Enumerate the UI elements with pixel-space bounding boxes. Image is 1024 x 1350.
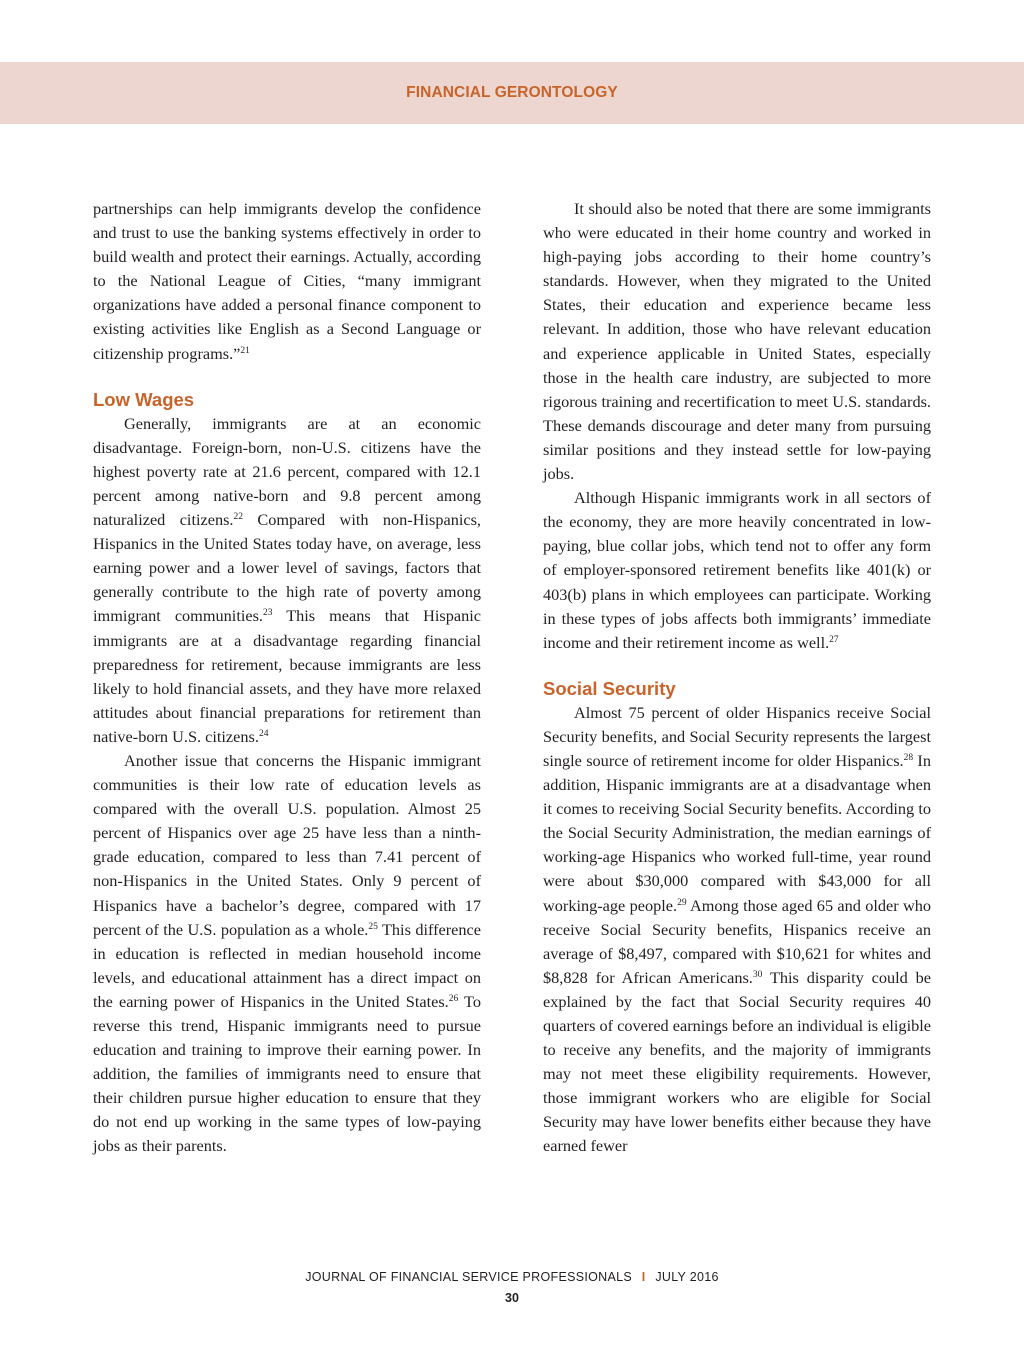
left-column: [93, 197, 481, 1159]
footnote-ref: 22: [233, 512, 243, 523]
paragraph: [543, 701, 931, 1159]
footnote-ref: 23: [263, 608, 273, 619]
footer-separator: I: [641, 1270, 646, 1284]
paragraph-text: This means that Hispanic immigrants are at a disadvantage regarding financial preparedness for retirement, because immigrants are less likely to hold financial assets, and they have more relaxed attitudes about financial preparations for retirement than native-born U.S. citizens.: [93, 606, 481, 746]
footnote-ref: 21: [240, 345, 250, 356]
footnote-ref: 29: [677, 897, 687, 908]
footnote-ref: 30: [752, 969, 763, 980]
section-heading-low-wages: Low Wages: [93, 388, 195, 410]
journal-name: JOURNAL OF FINANCIAL SERVICE PROFESSIONALS: [305, 1270, 633, 1284]
paragraph-text: Generally, immigrants are at an economic disadvantage. Foreign-born, non-U.S. citizens have the highest poverty rate at 21.6 percent, compared with 12.1 percent among native-born and 9.8 percent among naturalized citizens.: [93, 413, 481, 530]
paragraph-text: In addition, Hispanic immigrants are at a disadvantage when it comes to receiving Social Security benefits. According to the Social Security Administration, the median earnings of working-age Hispanics who worked full-time, year round were about $30,000 compared with $43,000 for all working-age people.: [543, 750, 931, 915]
running-header: FINANCIAL GERONTOLOGY: [406, 84, 618, 101]
footnote-ref: 27: [829, 634, 839, 645]
paragraph-text: It should also be noted that there are some immigrants who were educated in their home country and worked in high-paying jobs according to their home country’s standards. However, when they migrated to the United States, their education and experience became less relevant. In addition, those who have relevant education and experience applicable in United States, especially those in the health care industry, are subjected to more rigorous training and recertification to meet U.S. standards. These demands discourage and deter many from pursuing similar positions and they instead settle for low-paying jobs.: [543, 199, 931, 484]
issue-date: JULY 2016: [655, 1270, 719, 1284]
paragraph: [543, 486, 931, 655]
paragraph-text: partnerships can help immigrants develop the confidence and trust to use the banking systems effectively in order to build wealth and protect their earnings. Actually, according to the National League of Cities, “many immigrant organizations have added a personal finance component to existing activities like English as a Second Language or citizenship programs.”: [93, 199, 481, 363]
paragraph-text: Although Hispanic immigrants work in all sectors of the economy, they are more heavily concentrated in low-paying, blue collar jobs, which tend not to offer any form of employer-sponsored retirement benefits like 401(k) or 403(b) plans in which employees can participate. Working in these types of jobs affects both immigrants’ immediate income and their retirement income as well.: [543, 488, 931, 652]
paragraph: [93, 197, 481, 366]
right-column: [543, 197, 931, 1159]
paragraph-text: To reverse this trend, Hispanic immigrants need to pursue education and training to improve their earning power. In addition, the families of immigrants need to ensure that their children pursue higher education to ensure that they do not end up working in the same types of low-paying jobs as their parents.: [93, 991, 481, 1156]
section-heading-social-security: Social Security: [543, 677, 676, 699]
page-number: 30: [505, 1291, 519, 1305]
paragraph-text: This difference in education is reflected in median household income levels, and educational attainment has a direct impact on the earning power of Hispanics in the United States.: [93, 919, 481, 1011]
paragraph: [543, 197, 931, 486]
footnote-ref: 24: [258, 728, 269, 739]
paragraph-text: Another issue that concerns the Hispanic immigrant communities is their low rate of education levels as compared with the overall U.S. population. Almost 25 percent of Hispanics over age 25 have less than a ninth-grade education, compared to less than 7.41 percent of non-Hispanics in the United States. Only 9 percent of Hispanics have a bachelor’s degree, compared with 17 percent of the U.S. population as a whole.: [93, 750, 481, 939]
paragraph-text: Compared with non-Hispanics, Hispanics in the United States today have, on average, less earning power and a lower level of savings, factors that generally contribute to the high rate of poverty among immigrant communities.: [93, 510, 482, 626]
footnote-ref: 25: [368, 921, 378, 932]
footnote-ref: 28: [903, 752, 914, 763]
paragraph: [93, 749, 481, 1159]
paragraph-text: Among those aged 65 and older who receive Social Security benefits, Hispanics receive an average of $8,497, compared with $10,621 for whites and $8,828 for African Americans.: [543, 895, 931, 987]
footnote-ref: 26: [448, 993, 459, 1004]
paragraph-text: This disparity could be explained by the fact that Social Security requires 40 quarters of covered earnings before an individual is eligible to receive any benefits, and the majority of immigrants may not meet these eligibility requirements. However, those immigrant workers who are eligible for Social Security may have lower benefits either because they have earned fewer: [543, 967, 932, 1156]
paragraph-text: Almost 75 percent of older Hispanics receive Social Security benefits, and Social Security represents the largest single source of retirement income for older Hispanics.: [543, 702, 931, 770]
footer-journal-line: [0, 1270, 1024, 1284]
paragraph: [93, 412, 481, 749]
